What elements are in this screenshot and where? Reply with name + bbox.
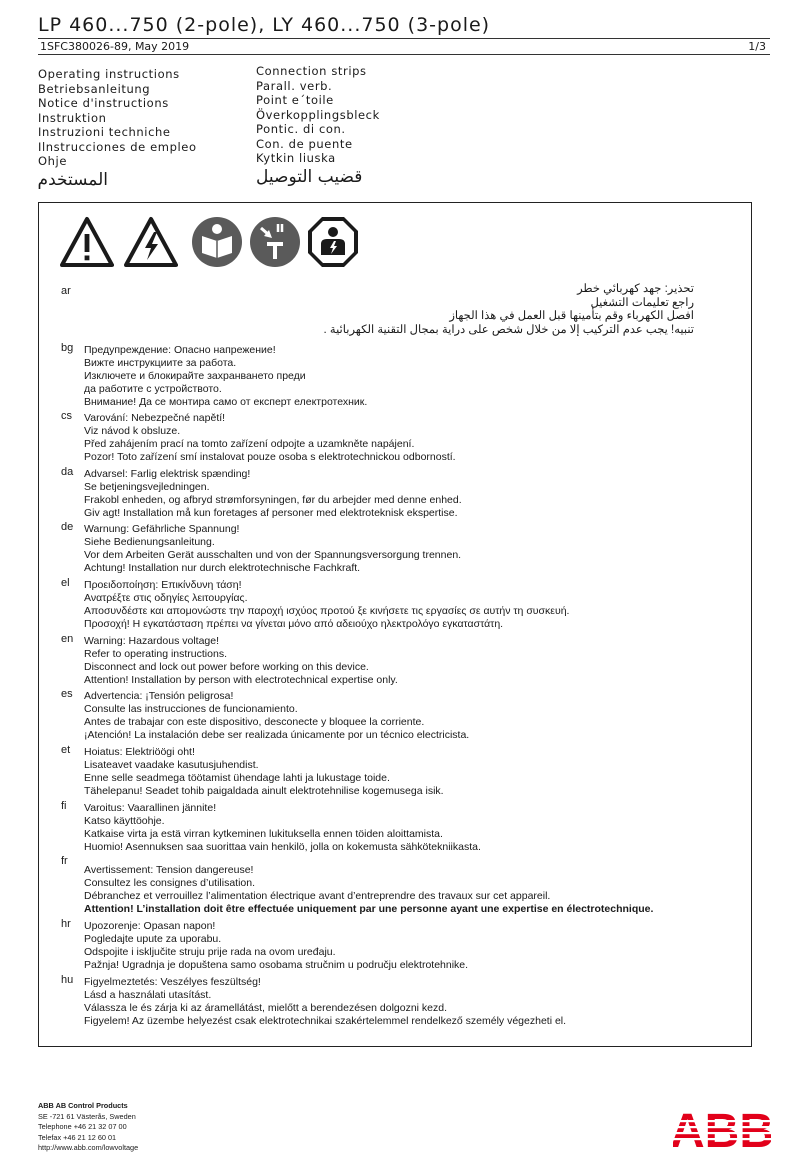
entry-line: Προσοχή! Η εγκατάσταση πρέπει να γίνεται μόνο από αδειούχο ηλεκτρολόγο εγκαταστάτη. [84, 618, 504, 630]
document-title: LP 460...750 (2-pole), LY 460...750 (3-pole) [38, 14, 491, 36]
entry-text [84, 468, 462, 520]
company-telefax: Telefax +46 21 12 60 01 [38, 1132, 117, 1142]
entry-line: Figyelmeztetés: Veszélyes feszültség! [84, 976, 261, 988]
entry-line: Warning: Hazardous voltage! [84, 635, 220, 647]
title-line: Instruzioni techniche [38, 125, 171, 139]
entry-line: Pozor! Toto zařízení smí instalovat pouze osoba s elektrotechnickou odborností. [84, 451, 456, 463]
entry-line: Attention! L’installation doit être effectuée uniquement par une personne ayant une expertise en électrotechnique. [84, 903, 654, 915]
instruction-titles [38, 67, 197, 191]
entry-line: Disconnect and lock out power before working on this device. [84, 661, 369, 673]
title-line: Notice d'instructions [38, 96, 169, 110]
abb-logo [673, 1106, 771, 1150]
safety-instructions-box [38, 202, 752, 1047]
entry-line: تنبيه! يجب عدم التركيب إلا من خلال شخص على دراية بمجال التقنية الكهربائية . [323, 323, 694, 336]
entry-line: Предупреждение: Опасно напрежение! [84, 344, 276, 356]
entry-line: Advertencia: ¡Tensión peligrosa! [84, 690, 234, 702]
entry-line: Před zahájením prací na tomto zařízení odpojte a uzamkněte napájení. [84, 438, 415, 450]
entry-line: Hoiatus: Elektriöögi oht! [84, 746, 195, 758]
entry-line: да работите с устройството. [84, 383, 222, 395]
entry-line: Lásd a használati utasítást. [84, 989, 212, 1001]
entry-line: Consulte las instrucciones de funcionamiento. [84, 703, 298, 715]
entry-text [84, 864, 653, 916]
entry-line: Huomio! Asennuksen saa suorittaa vain henkilö, jolla on kokemusta sähkötekniikasta. [84, 841, 481, 853]
entry-line: Ανατρέξτε στις οδηγίες λειτουργίας. [84, 592, 248, 604]
entry-line: Katso käyttöohje. [84, 815, 165, 827]
company-name: ABB AB Control Products [38, 1101, 128, 1110]
title-line: Betriebsanleitung [38, 81, 151, 96]
disconnect-power-icon [248, 215, 302, 269]
product-titles [256, 64, 380, 188]
entry-line: Vor dem Arbeiten Gerät ausschalten und von der Spannungsversorgung trennen. [84, 549, 462, 561]
title-line: Överkopplingsbleck [256, 107, 380, 122]
entry-line: Pogledajte upute za uporabu. [84, 933, 222, 945]
entry-text [324, 283, 694, 337]
warning-icon [60, 215, 114, 269]
title-line-arabic: قضيب التوصيل [256, 166, 363, 187]
entry-line: Внимание! Да се монтира само от експерт електротехник. [84, 396, 368, 408]
entry-line: Вижте инструкциите за работа. [84, 357, 237, 369]
entry-line: Siehe Bedienungsanleitung. [84, 536, 215, 548]
entry-text [84, 635, 398, 687]
entry-line: Warnung: Gefährliche Spannung! [84, 523, 240, 535]
entry-text [84, 920, 468, 972]
title-line: Con. de puente [256, 136, 353, 151]
entry-line: Achtung! Installation nur durch elektrotechnische Fachkraft. [84, 562, 361, 574]
entry-text [84, 802, 481, 854]
entry-line: Katkaise virta ja estä virran kytkeminen lukituksella ennen töiden aloittamista. [84, 828, 443, 840]
entry-line: Débranchez et verrouillez l’alimentation électrique avant d’entreprendre des travaux sur cet appareil. [84, 890, 551, 902]
qualified-electrician-icon [306, 215, 360, 269]
title-line: Operating instructions [38, 67, 180, 81]
language-code: da [61, 466, 74, 478]
entry-line: Válassza le és zárja ki az áramellátást, mielőtt a berendezésen dolgozni kezd. [84, 1002, 448, 1014]
entry-line: Avertissement: Tension dangereuse! [84, 864, 254, 876]
title-line: Point e´toile [256, 93, 334, 107]
title-line: Connection strips [256, 64, 367, 78]
entry-line: افصل الكهرباء وقم بتأمينها قبل العمل في هذا الجهاز [449, 310, 694, 322]
entry-line: Upozorenje: Opasan napon! [84, 920, 216, 932]
entry-text [84, 976, 566, 1028]
entry-line: Varoitus: Vaarallinen jännite! [84, 802, 217, 814]
company-telephone: Telephone +46 21 32 07 00 [38, 1122, 127, 1132]
title-line: Parall. verb. [256, 78, 333, 93]
language-code: el [61, 577, 70, 589]
title-line: Ohje [38, 154, 68, 168]
language-code: ar [61, 285, 71, 297]
entry-line: Viz návod k obsluze. [84, 425, 181, 437]
language-code: et [61, 744, 71, 756]
entry-line: Consultez les consignes d’utilisation. [84, 877, 256, 889]
entry-line: Tähelepanu! Seadet tohib paigaldada ainult elektrotehnilise kogemusega isik. [84, 785, 444, 797]
entry-line: Refer to operating instructions. [84, 648, 227, 660]
entry-text [84, 412, 456, 464]
title-line: Pontic. di con. [256, 122, 346, 136]
entry-line: Enne selle seadmega töötamist ühendage lahti ja lukustage toide. [84, 772, 390, 784]
language-code: de [61, 521, 74, 533]
entry-line: تحذير: جهد كهربائي خطر [577, 283, 694, 295]
entry-line: Se betjeningsvejledningen. [84, 481, 210, 493]
entry-line: Pažnja! Ugradnja je dopuštena samo osobama stručnim u području elektrotehnike. [84, 959, 469, 971]
company-footer [38, 1101, 138, 1154]
entry-text [84, 579, 569, 631]
entry-text [84, 690, 469, 742]
entry-text [84, 344, 367, 409]
title-line: Ilnstrucciones de empleo [38, 139, 197, 154]
read-manual-icon [190, 215, 244, 269]
company-address: SE -721 61 Västerås, Sweden [38, 1111, 136, 1121]
entry-line: Figyelem! Az üzembe helyezést csak elektrotechnikai szakértelemmel rendelkező személy végezheti el. [84, 1015, 567, 1027]
entry-line: Αποσυνδέστε και απομονώστε την παροχή ισχύος προτού ξε κινήσετε τις εργασίες σε αυτήν τη συσκευή. [84, 605, 570, 617]
entry-line: Attention! Installation by person with electrotechnical expertise only. [84, 674, 398, 686]
language-code: hu [61, 974, 74, 986]
entry-line: Frakobl enheden, og afbryd strømforsyningen, før du arbejder med denne enhed. [84, 494, 462, 506]
electric-hazard-icon [124, 215, 178, 269]
entry-line: راجع تعليمات التشغيل [590, 296, 694, 309]
document-number: 1SFC380026-89, May 2019 [40, 40, 190, 53]
title-line-arabic: المستخدم [37, 169, 108, 190]
entry-line: Odspojite i isključite struju prije rada na ovom uređaju. [84, 946, 336, 958]
company-url: http://www.abb.com/lowvoltage [38, 1143, 139, 1153]
entry-text [84, 746, 444, 798]
entry-line: Antes de trabajar con este dispositivo, desconecte y bloquee la corriente. [84, 716, 425, 728]
language-code: hr [61, 918, 71, 930]
entry-line: Varování: Nebezpečné napětí! [84, 412, 226, 424]
entry-line: Advarsel: Farlig elektrisk spænding! [84, 468, 251, 480]
entry-line: Изключете и блокирайте захранването преди [84, 370, 306, 382]
language-code: fi [61, 800, 67, 812]
entry-line: Προειδοποίηση: Επικίνδυνη τάση! [84, 579, 242, 591]
entry-line: Giv agt! Installation må kun foretages af personer med elektroteknisk ekspertise. [84, 507, 458, 519]
language-code: en [61, 633, 74, 645]
title-line: Kytkin liuska [256, 151, 336, 165]
page-number: 1/3 [748, 40, 766, 53]
language-code: es [61, 688, 73, 700]
entry-line: Lisateavet vaadake kasutusjuhendist. [84, 759, 259, 771]
entry-text [84, 523, 461, 575]
language-code: cs [61, 410, 72, 422]
title-line: Instruktion [38, 110, 107, 125]
language-code: bg [61, 342, 74, 354]
entry-line: ¡Atención! La instalación debe ser realizada únicamente por un técnico electricista. [84, 729, 470, 741]
language-code: fr [61, 855, 68, 867]
